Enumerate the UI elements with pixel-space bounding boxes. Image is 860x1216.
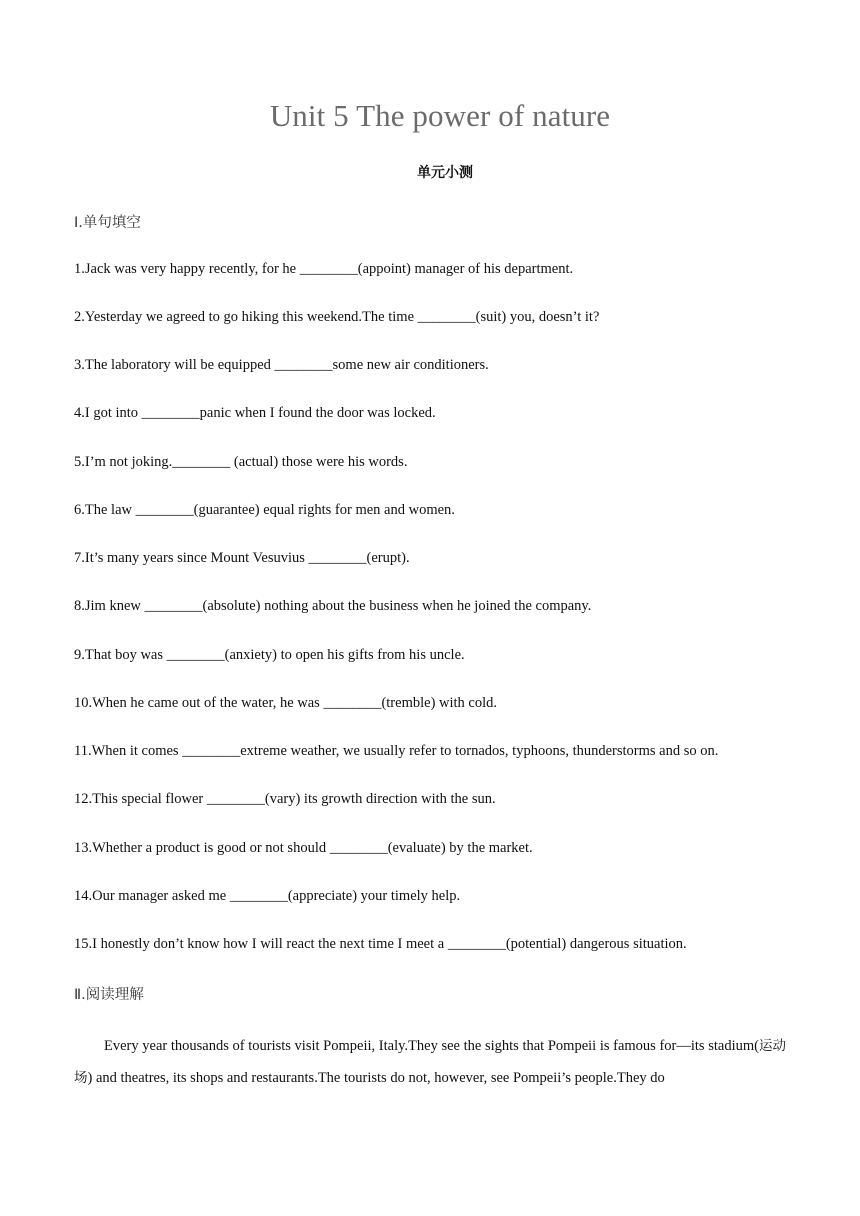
answer-blank[interactable]: ________	[417, 309, 476, 325]
question-hint: some new air conditioners.	[332, 357, 489, 373]
answer-blank[interactable]: ________	[329, 840, 388, 856]
question-item	[74, 308, 599, 326]
page-subtitle: 单元小测	[417, 165, 473, 181]
question-hint: (erupt).	[366, 550, 410, 566]
question-item	[74, 646, 465, 664]
question-item	[74, 742, 718, 760]
question-text: 6.The law	[74, 502, 136, 518]
answer-blank[interactable]: ________	[206, 791, 265, 807]
question-text: 14.Our manager asked me	[74, 888, 230, 904]
question-text: 2.Yesterday we agreed to go hiking this weekend.The time	[74, 309, 418, 325]
answer-blank[interactable]: ________	[274, 357, 333, 373]
passage-text: ) and theatres, its shops and restaurants.The tourists do not, however, see Pompeii’s people.They do	[87, 1070, 665, 1086]
answer-blank[interactable]: ________	[182, 743, 241, 759]
question-hint: (suit) you, doesn’t it?	[475, 309, 600, 325]
question-item	[74, 887, 460, 905]
answer-blank[interactable]: ________	[308, 550, 367, 566]
question-text: 12.This special flower	[74, 791, 207, 807]
question-item	[74, 597, 591, 615]
question-text: 11.When it comes	[74, 743, 183, 759]
answer-blank[interactable]: ________	[299, 261, 358, 277]
answer-blank[interactable]: ________	[229, 888, 288, 904]
question-hint: (anxiety) to open his gifts from his uncle.	[224, 647, 465, 663]
question-text: 3.The laboratory will be equipped	[74, 357, 275, 373]
question-item	[74, 935, 687, 953]
answer-blank[interactable]: ________	[447, 936, 506, 952]
question-hint: (appreciate) your timely help.	[287, 888, 461, 904]
answer-blank[interactable]: ________	[135, 502, 194, 518]
question-text: 4.I got into	[74, 405, 142, 421]
question-text: 15.I honestly don’t know how I will react the next time I meet a	[74, 936, 448, 952]
question-item	[74, 260, 573, 278]
question-item	[74, 453, 407, 471]
question-item	[74, 790, 496, 808]
question-hint: (tremble) with cold.	[381, 695, 498, 711]
question-hint: (appoint) manager of his department.	[357, 261, 574, 277]
question-hint: extreme weather, we usually refer to tornados, typhoons, thunderstorms and so on.	[240, 743, 719, 759]
question-item	[74, 694, 497, 712]
question-text: 1.Jack was very happy recently, for he	[74, 261, 300, 277]
passage-gloss: 运动场	[74, 1038, 787, 1086]
section-heading-reading: Ⅱ.阅读理解	[74, 987, 144, 1003]
question-text: 8.Jim knew	[74, 598, 145, 614]
question-item	[74, 549, 410, 567]
question-hint: (potential) dangerous situation.	[505, 936, 687, 952]
question-text: 7.It’s many years since Mount Vesuvius	[74, 550, 309, 566]
answer-blank[interactable]: ________	[166, 647, 225, 663]
question-hint: (vary) its growth direction with the sun.	[264, 791, 496, 807]
question-item	[74, 356, 489, 374]
reading-passage	[74, 1030, 786, 1094]
question-hint: (evaluate) by the market.	[387, 840, 533, 856]
answer-blank[interactable]: ________	[144, 598, 203, 614]
page-title: Unit 5 The power of nature	[269, 98, 611, 133]
passage-text: Every year thousands of tourists visit Pompeii, Italy.They see the sights that Pompeii is famous for—its stadium(	[104, 1038, 759, 1054]
question-item	[74, 404, 436, 422]
question-hint: (actual) those were his words.	[230, 454, 408, 470]
answer-blank[interactable]: ________	[172, 454, 231, 470]
question-text: 13.Whether a product is good or not should	[74, 840, 330, 856]
question-hint: (guarantee) equal rights for men and women.	[193, 502, 455, 518]
question-text: 10.When he came out of the water, he was	[74, 695, 324, 711]
question-item	[74, 839, 533, 857]
question-hint: panic when I found the door was locked.	[199, 405, 436, 421]
answer-blank[interactable]: ________	[323, 695, 382, 711]
question-text: 9.That boy was	[74, 647, 167, 663]
question-text: 5.I’m not joking.	[74, 454, 173, 470]
question-item	[74, 501, 455, 519]
answer-blank[interactable]: ________	[141, 405, 200, 421]
question-hint: (absolute) nothing about the business when he joined the company.	[202, 598, 592, 614]
section-heading-fill-in: Ⅰ.单句填空	[74, 215, 141, 231]
